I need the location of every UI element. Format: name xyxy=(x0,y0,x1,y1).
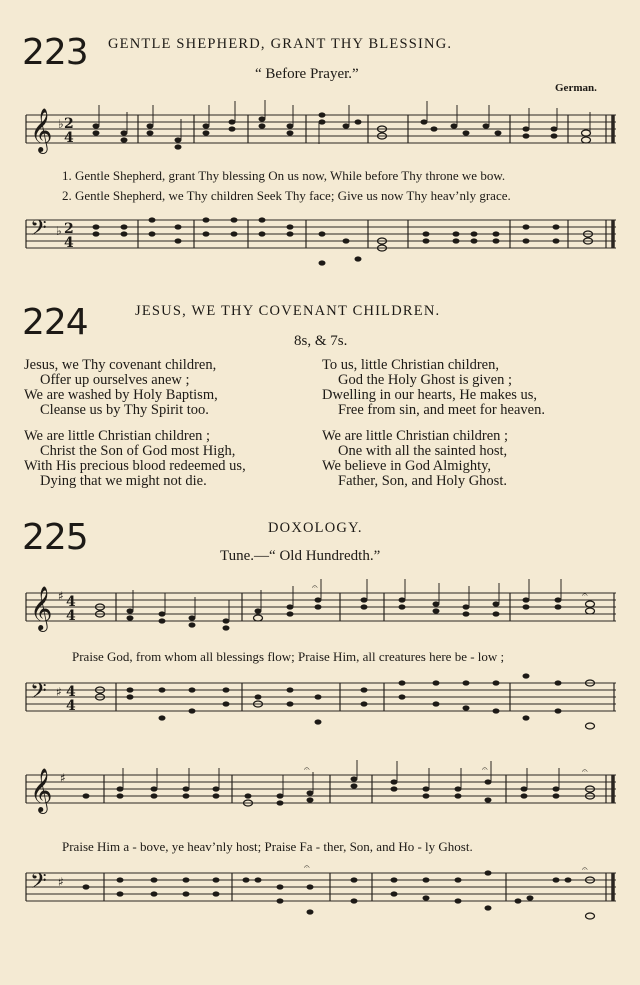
lyric-line: 2. Gentle Shepherd, we Thy children Seek Thy face; Give us now Thy heav’nly grace. xyxy=(62,188,511,203)
hymn-subtitle: “ Before Prayer.” xyxy=(255,66,359,82)
stanza xyxy=(322,358,545,418)
lyric-line: 1. Gentle Shepherd, grant Thy blessing On us now, While before Thy throne we bow. xyxy=(62,168,506,183)
svg-text:𝄢: 𝄢 xyxy=(30,216,47,246)
svg-text:♭: ♭ xyxy=(56,224,62,238)
svg-text:𝄞: 𝄞 xyxy=(30,586,53,630)
stanza xyxy=(24,429,246,489)
lyric-line: Praise Him a - bove, ye heav’nly host; Praise Fa - ther, Son, and Ho - ly Ghost. xyxy=(62,839,473,854)
svg-text:𝄢: 𝄢 xyxy=(30,869,47,899)
hymn-number: 224 xyxy=(22,302,88,343)
verse-line: Free from sin, and meet for heaven. xyxy=(338,402,545,418)
hymn-title: JESUS, WE THY COVENANT CHILDREN. xyxy=(135,303,441,319)
verse-line: We are little Christian children ; xyxy=(322,428,509,444)
music-staff-treble xyxy=(0,100,640,170)
svg-text:𝄢: 𝄢 xyxy=(30,679,47,709)
music-staff-bass xyxy=(0,205,640,280)
verse-line: Dwelling in our hearts, He makes us, xyxy=(322,387,538,403)
verse-line: We are little Christian children ; xyxy=(24,428,211,444)
svg-text:𝄐: 𝄐 xyxy=(304,862,310,873)
svg-text:♯: ♯ xyxy=(58,875,64,889)
verse-line: Father, Son, and Holy Ghost. xyxy=(338,473,507,489)
music-staff-treble xyxy=(0,760,640,830)
verse-line: We believe in God Almighty, xyxy=(322,458,492,474)
verse-line: Offer up ourselves anew ; xyxy=(40,372,190,388)
verse-line: God the Holy Ghost is given ; xyxy=(338,372,512,388)
svg-text:𝄞: 𝄞 xyxy=(30,108,53,152)
hymn-number: 223 xyxy=(22,32,88,73)
svg-text:♭: ♭ xyxy=(58,117,64,131)
svg-text:2: 2 xyxy=(64,116,74,132)
svg-text:4: 4 xyxy=(66,684,76,700)
svg-text:𝄐: 𝄐 xyxy=(582,590,588,601)
svg-text:𝄞: 𝄞 xyxy=(30,768,53,812)
svg-text:2: 2 xyxy=(64,221,74,237)
verse-line: Dying that we might not die. xyxy=(40,473,207,489)
verse-line: Jesus, we Thy covenant children, xyxy=(24,357,217,373)
stanza xyxy=(24,358,218,418)
stanza xyxy=(322,429,508,489)
hymn-number: 225 xyxy=(22,517,88,558)
svg-text:4: 4 xyxy=(64,235,74,251)
svg-text:𝄐: 𝄐 xyxy=(582,766,588,777)
verse-line: To us, little Christian children, xyxy=(322,357,499,373)
svg-text:4: 4 xyxy=(64,130,74,146)
hymn-title: DOXOLOGY. xyxy=(268,520,363,536)
music-staff-bass xyxy=(0,668,640,748)
svg-text:𝄐: 𝄐 xyxy=(304,764,310,775)
svg-text:♯: ♯ xyxy=(58,589,64,603)
verse-line: Christ the Son of God most High, xyxy=(40,443,236,459)
verse-line: Cleanse us by Thy Spirit too. xyxy=(40,402,209,418)
verse-line: One with all the sainted host, xyxy=(338,443,508,459)
lyric-line: Praise God, from whom all blessings flow; Praise Him, all creatures here be - low ; xyxy=(72,649,505,664)
svg-text:𝄐: 𝄐 xyxy=(312,582,318,593)
verse-line: We are washed by Holy Baptism, xyxy=(24,387,218,403)
notes-group xyxy=(93,112,591,149)
svg-text:𝄐: 𝄐 xyxy=(582,864,588,875)
hymn-meter: 8s, & 7s. xyxy=(294,333,348,349)
hymn-title: GENTLE SHEPHERD, GRANT THY BLESSING. xyxy=(108,36,453,52)
svg-text:4: 4 xyxy=(66,594,76,610)
svg-text:♯: ♯ xyxy=(56,685,62,699)
svg-text:4: 4 xyxy=(66,608,76,624)
music-staff-treble xyxy=(0,578,640,648)
hymn-tune: Tune.—“ Old Hundredth.” xyxy=(220,548,381,564)
svg-text:♯: ♯ xyxy=(60,771,66,785)
svg-text:4: 4 xyxy=(66,698,76,714)
verse-line: With His precious blood redeemed us, xyxy=(24,458,246,474)
svg-text:𝄐: 𝄐 xyxy=(482,764,488,775)
music-staff-bass xyxy=(0,858,640,948)
composer: German. xyxy=(555,82,597,94)
